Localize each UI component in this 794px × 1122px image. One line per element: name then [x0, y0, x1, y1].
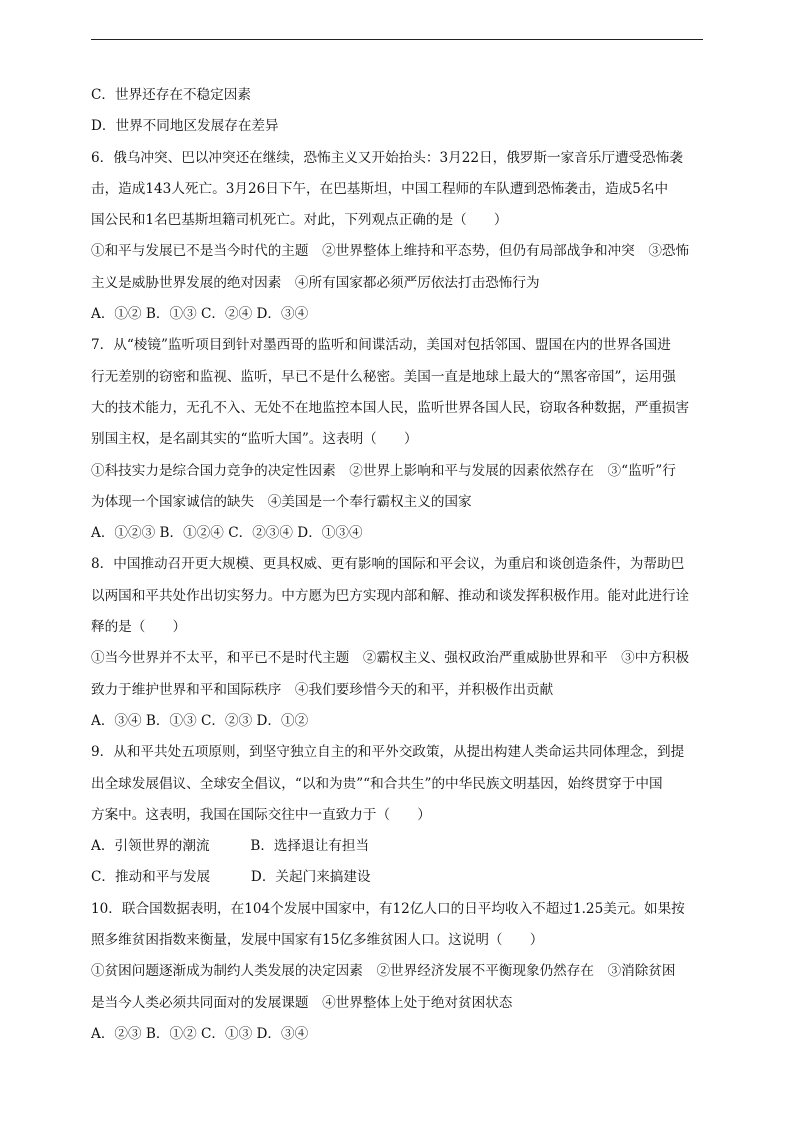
- text-line: A．①② B．①③ C．②④ D．③④: [91, 306, 309, 323]
- text-line: D．世界不同地区发展存在差异: [91, 118, 279, 135]
- text-line: 致力于维护世界和平和国际秩序 ④我们要珍惜今天的和平，并积极作出贡献: [91, 681, 554, 698]
- text-line: 方案中。这表明，我国在国际交往中一直致力于（ ）: [91, 806, 431, 823]
- text-line: ①当今世界并不太平，和平已不是时代主题 ②霸权主义、强权政治严重威胁世界和平 ③中方积极: [91, 650, 690, 667]
- header-rule: [91, 39, 703, 40]
- text-line: ①贫困问题逐渐成为制约人类发展的决定因素 ②世界经济发展不平衡现象仍然存在 ③消除贫困: [91, 963, 676, 980]
- text-line: 7．从“棱镜”监听项目到针对墨西哥的监听和间谍活动，美国对包括邻国、盟国在内的世界各国进: [91, 337, 671, 354]
- text-line: 出全球发展倡议、全球安全倡议，“以和为贵”“和合共生”的中华民族文明基因，始终贯穿于中国: [91, 775, 663, 792]
- text-line: A．①②③ B．①②④ C．②③④ D．①③④: [91, 525, 363, 542]
- text-line: 国公民和1名巴基斯坦籍司机死亡。对此，下列观点正确的是（ ）: [91, 212, 508, 229]
- text-line: 以两国和平共处作出切实努力。中方愿为巴方实现内部和解、推动和谈发挥积极作用。能对此进行诠: [91, 587, 690, 604]
- text-line: 8．中国推动召开更大规模、更具权威、更有影响的国际和平会议，为重启和谈创造条件，为帮助巴: [91, 556, 685, 573]
- text-line: C．推动和平与发展 D．关起门来搞建设: [91, 869, 371, 886]
- text-line: 大的技术能力，无孔不入、无处不在地监控本国人民，监听世界各国人民，窃取各种数据，严重损害: [91, 399, 690, 416]
- text-line: 为体现一个国家诚信的缺失 ④美国是一个奉行霸权主义的国家: [91, 493, 472, 510]
- text-line: 6．俄乌冲突、巴以冲突还在继续，恐怖主义又开始抬头：3月22日，俄罗斯一家音乐厅遭受恐怖袭: [91, 149, 683, 166]
- text-line: ①科技实力是综合国力竞争的决定性因素 ②世界上影响和平与发展的因素依然存在 ③“监听”行: [91, 462, 676, 479]
- text-line: 行无差别的窃密和监视、监听，早已不是什么秘密。美国一直是地球上最大的“黑客帝国”，运用强: [91, 368, 676, 385]
- text-line: A．③④ B．①③ C．②③ D．①②: [91, 712, 309, 729]
- text-line: 释的是（ ）: [91, 619, 187, 636]
- text-line: 击，造成143人死亡。3月26日下午，在巴基斯坦，中国工程师的车队遭到恐怖袭击，造成5名中: [91, 180, 669, 197]
- text-line: A．②③ B．①② C．①③ D．③④: [91, 1025, 309, 1042]
- text-line: C．世界还存在不稳定因素: [91, 87, 251, 103]
- text-line: A．引领世界的潮流 B．选择退让有担当: [91, 838, 370, 855]
- text-line: 别国主权，是名副其实的“监听大国”。这表明（ ）: [91, 431, 418, 448]
- text-line: 10．联合国数据表明，在104个发展中国家中，有12亿人口的日平均收入不超过1.25美元。如果按: [91, 900, 685, 917]
- document-body: [91, 80, 703, 1050]
- text-line: 9．从和平共处五项原则，到坚守独立自主的和平外交政策，从提出构建人类命运共同体理念，到提: [91, 744, 685, 761]
- text-line: 是当今人类必须共同面对的发展课题 ④世界整体上处于绝对贫困状态: [91, 994, 513, 1011]
- text-line: ①和平与发展已不是当今时代的主题 ②世界整体上维持和平态势，但仍有局部战争和冲突 ③恐怖: [91, 243, 690, 260]
- text-line: 照多维贫困指数来衡量，发展中国家有15亿多维贫困人口。这说明（ ）: [91, 932, 544, 949]
- text-line: 主义是威胁世界发展的绝对因素 ④所有国家都必须严厉依法打击恐怖行为: [91, 274, 540, 291]
